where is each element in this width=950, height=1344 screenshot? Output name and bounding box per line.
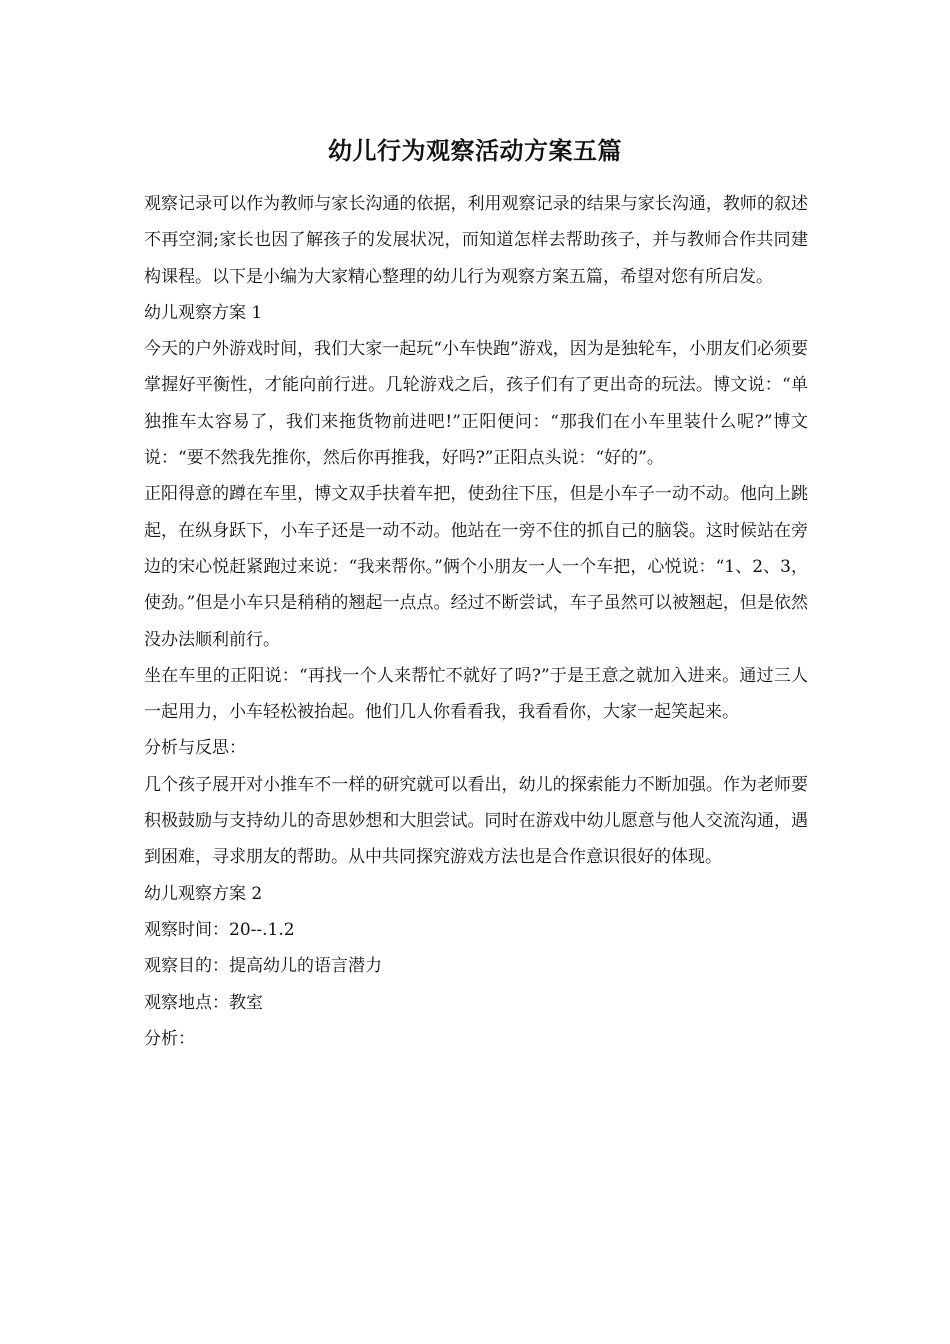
document-title: 幼儿行为观察活动方案五篇 — [328, 136, 622, 165]
analysis-paragraph: 几个孩子展开对小推车不一样的研究就可以看出，幼儿的探索能力不断加强。作为老师要积极鼓励与支持幼儿的奇思妙想和大胆尝试。同时在游戏中幼儿愿意与他人交流沟通，遇到困难，寻求朋友的帮助。从中共同探究游戏方法也是合作意识很好的体现。 — [144, 774, 808, 868]
plan-1-paragraph-1: 今天的户外游戏时间，我们大家一起玩“小车快跑”游戏，因为是独轮车，小朋友们必须要掌握好平衡性，才能向前行进。几轮游戏之后，孩子们有了更出奇的玩法。博文说：“单独推车太容易了，我们来拖货物前进吧!”正阳便问：“那我们在小车里装什么呢?”博文说：“要不然我先推你，然后你再推我，好吗?”正阳点头说：“好的”。 — [144, 339, 808, 469]
intro-paragraph: 观察记录可以作为教师与家长沟通的依据，利用观察记录的结果与家长沟通，教师的叙述不再空洞;家长也因了解孩子的发展状况，而知道怎样去帮助孩子，并与教师合作共同建构课程。以下是小编为大家精心整理的幼儿行为观察方案五篇，希望对您有所启发。 — [144, 194, 808, 287]
observation-time: 观察时间：20--.1.2 — [144, 919, 295, 940]
observation-purpose: 观察目的：提高幼儿的语言潜力 — [144, 956, 382, 977]
observation-location: 观察地点：教室 — [144, 992, 263, 1013]
plan-1-paragraph-2: 正阳得意的蹲在车里，博文双手扶着车把，使劲往下压，但是小车子一动不动。他向上跳起，在纵身跃下，小车子还是一动不动。他站在一旁不住的抓自己的脑袋。这时候站在旁边的宋心悦赶紧跑过来说：“我来帮你。”俩个小朋友一人一个车把，心悦说：“1、2、3，使劲。”但是小车只是稍稍的翘起一点点。经过不断尝试，车子虽然可以被翘起，但是依然没办法顺利前行。 — [144, 484, 808, 650]
plan-1-paragraph-3: 坐在车里的正阳说：“再找一个人来帮忙不就好了吗?”于是王意之就加入进来。通过三人一起用力，小车轻松被抬起。他们几人你看看我，我看看你，大家一起笑起来。 — [144, 665, 808, 723]
document-body — [144, 186, 808, 1057]
analysis-label: 分析： — [144, 1028, 195, 1049]
analysis-heading: 分析与反思： — [144, 738, 246, 759]
section-heading-plan-2: 幼儿观察方案 2 — [144, 883, 263, 904]
section-heading-plan-1: 幼儿观察方案 1 — [144, 302, 263, 323]
